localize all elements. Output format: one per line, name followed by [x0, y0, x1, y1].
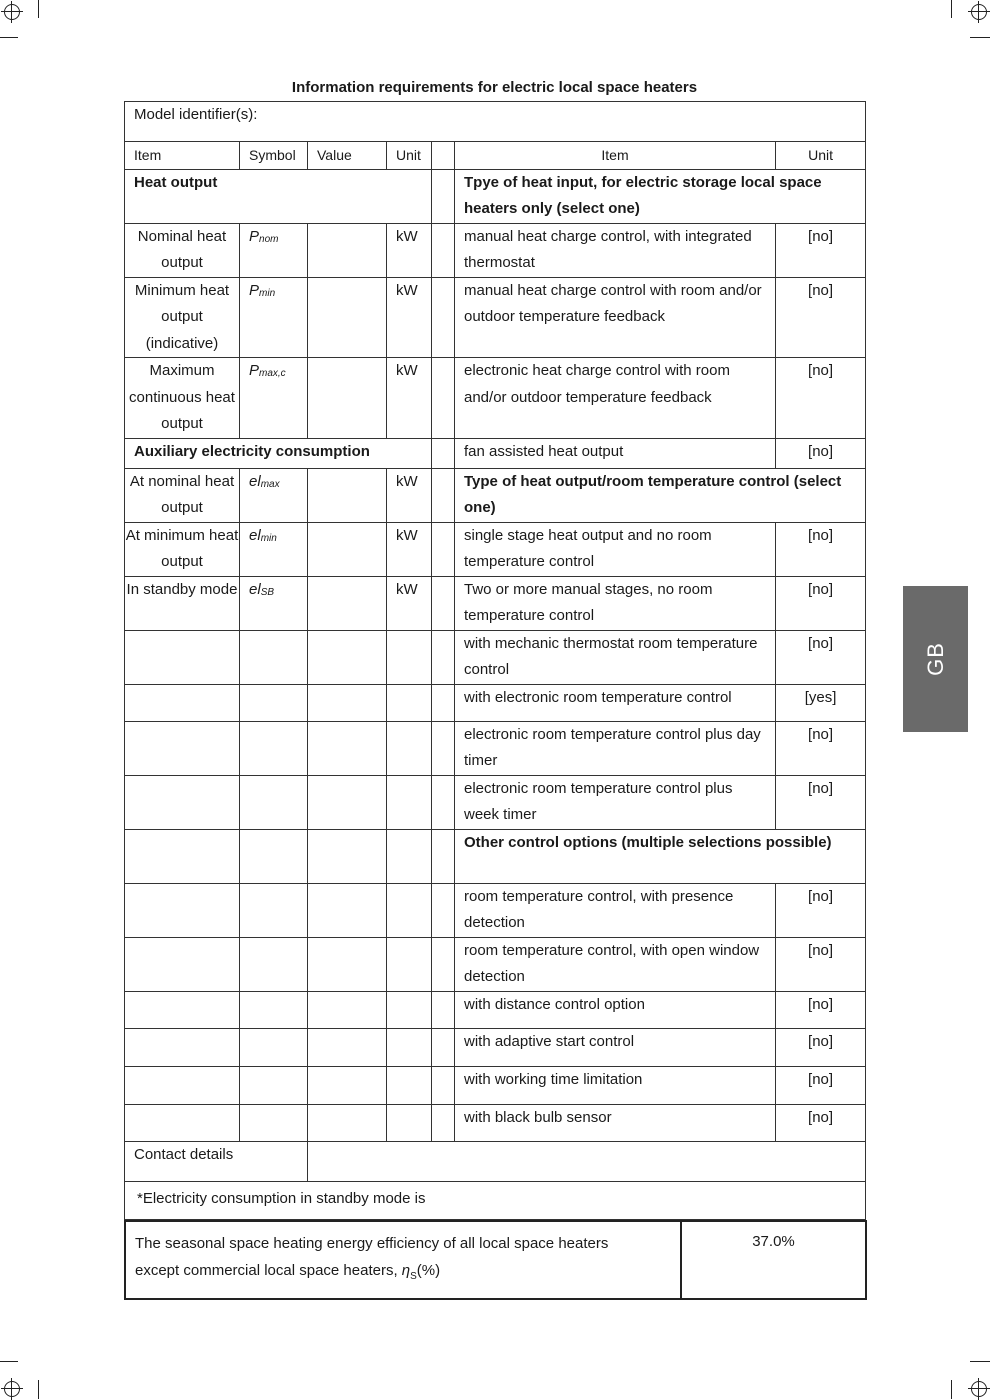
empty-cell — [387, 684, 432, 721]
black-bulb-label: with black bulb sensor — [455, 1104, 776, 1141]
manual-feedback-value: [no] — [776, 277, 866, 358]
table-row — [125, 721, 866, 775]
information-table — [124, 101, 866, 1220]
minimum-heat-output-label: Minimum heat output (indicative) — [125, 277, 240, 358]
empty-cell — [240, 721, 308, 775]
empty-cell — [240, 775, 308, 829]
manual-thermostat-value: [no] — [776, 223, 866, 277]
fan-assisted-label: fan assisted heat output — [455, 438, 776, 468]
contact-details-value — [308, 1141, 866, 1181]
mechanic-label: with mechanic thermostat room temperature control — [455, 630, 776, 684]
registration-mark-bottom-left — [4, 1381, 20, 1397]
registration-mark-top-right — [971, 4, 987, 20]
empty-cell — [308, 630, 387, 684]
empty-cell — [125, 721, 240, 775]
header-item: Item — [125, 142, 240, 170]
gap-cell — [432, 829, 455, 883]
empty-cell — [125, 937, 240, 991]
gap-cell — [432, 991, 455, 1028]
maximum-symbol: $P_{max,c}$ — [240, 358, 308, 439]
open-window-label: room temperature control, with open window detection — [455, 937, 776, 991]
header-unit: Unit — [387, 142, 432, 170]
distance-label: with distance control option — [455, 991, 776, 1028]
header-row — [125, 142, 866, 170]
gap-cell — [432, 358, 455, 439]
table-row — [125, 775, 866, 829]
empty-cell — [240, 829, 308, 883]
table-row — [125, 522, 866, 576]
electronic-feedback-value: [no] — [776, 358, 866, 439]
gap-cell — [432, 684, 455, 721]
working-time-label: with working time limitation — [455, 1066, 776, 1104]
gap-cell — [432, 438, 455, 468]
fan-assisted-value: [no] — [776, 438, 866, 468]
table-row — [125, 358, 866, 439]
empty-cell — [387, 991, 432, 1028]
electronic-room-value: [yes] — [776, 684, 866, 721]
at-nominal-unit: kW — [387, 468, 432, 522]
standby-note-row — [125, 1181, 866, 1219]
standby-label: In standby mode — [125, 576, 240, 630]
minimum-value — [308, 277, 387, 358]
presence-value: [no] — [776, 883, 866, 937]
empty-cell — [240, 1028, 308, 1066]
model-row — [125, 102, 866, 142]
empty-cell — [387, 630, 432, 684]
manual-thermostat-label: manual heat charge control, with integrated thermostat — [455, 223, 776, 277]
gap-cell — [432, 1066, 455, 1104]
mechanic-value: [no] — [776, 630, 866, 684]
standby-symbol: $el_{SB}$ — [240, 576, 308, 630]
empty-cell — [308, 1066, 387, 1104]
table-row — [125, 829, 866, 883]
empty-cell — [125, 775, 240, 829]
empty-cell — [125, 991, 240, 1028]
table-row — [125, 684, 866, 721]
empty-cell — [308, 775, 387, 829]
table-row — [125, 630, 866, 684]
gap-cell — [432, 775, 455, 829]
empty-cell — [308, 1104, 387, 1141]
empty-cell — [387, 1028, 432, 1066]
two-manual-value: [no] — [776, 576, 866, 630]
table-row — [125, 277, 866, 358]
efficiency-label — [125, 1221, 681, 1299]
electronic-feedback-label: electronic heat charge control with room and/or outdoor temperature feedback — [455, 358, 776, 439]
eta-subscript: S — [410, 1271, 417, 1282]
at-nominal-symbol: $el_{max}$ — [240, 468, 308, 522]
efficiency-label-line1: The seasonal space heating energy efficiency of all local space heaters — [135, 1235, 609, 1252]
empty-cell — [240, 937, 308, 991]
empty-cell — [125, 829, 240, 883]
table-row — [125, 1066, 866, 1104]
header-item-right: Item — [455, 142, 776, 170]
empty-cell — [240, 630, 308, 684]
standby-unit: kW — [387, 576, 432, 630]
black-bulb-value: [no] — [776, 1104, 866, 1141]
language-tab — [903, 586, 968, 732]
maximum-heat-output-label: Maximum continuous heat output — [125, 358, 240, 439]
at-nominal-value — [308, 468, 387, 522]
standby-note: *Electricity consumption in standby mode is — [125, 1181, 866, 1219]
empty-cell — [125, 1066, 240, 1104]
empty-cell — [125, 630, 240, 684]
header-unit-right: Unit — [776, 142, 866, 170]
table-row — [125, 223, 866, 277]
empty-cell — [387, 829, 432, 883]
gap-cell — [432, 277, 455, 358]
empty-cell — [308, 684, 387, 721]
crop-mark — [38, 0, 39, 18]
nominal-value — [308, 223, 387, 277]
standby-value — [308, 576, 387, 630]
gap-cell — [432, 142, 455, 170]
nominal-heat-output-label: Nominal heat output — [125, 223, 240, 277]
registration-mark-bottom-right — [971, 1381, 987, 1397]
working-time-value: [no] — [776, 1066, 866, 1104]
gap-cell — [432, 883, 455, 937]
eta-symbol: η — [401, 1262, 411, 1279]
adaptive-value: [no] — [776, 1028, 866, 1066]
gap-cell — [432, 522, 455, 576]
table-row — [125, 576, 866, 630]
gap-cell — [432, 630, 455, 684]
empty-cell — [308, 1028, 387, 1066]
contact-row — [125, 1141, 866, 1181]
control-type-heading: Type of heat output/room temperature control (select one) — [455, 468, 866, 522]
nominal-symbol: $P_{nom}$ — [240, 223, 308, 277]
gap-cell — [432, 576, 455, 630]
empty-cell — [308, 991, 387, 1028]
crop-mark — [0, 37, 18, 38]
empty-cell — [125, 684, 240, 721]
header-symbol: Symbol — [240, 142, 308, 170]
maximum-unit: kW — [387, 358, 432, 439]
empty-cell — [308, 829, 387, 883]
gap-cell — [432, 1104, 455, 1141]
heat-output-heading: Heat output — [125, 169, 432, 223]
empty-cell — [240, 883, 308, 937]
at-minimum-value — [308, 522, 387, 576]
open-window-value: [no] — [776, 937, 866, 991]
empty-cell — [308, 883, 387, 937]
crop-mark — [951, 1380, 952, 1399]
maximum-value — [308, 358, 387, 439]
empty-cell — [240, 1104, 308, 1141]
efficiency-table — [124, 1220, 867, 1300]
day-timer-value: [no] — [776, 721, 866, 775]
efficiency-label-line2: except commercial local space heaters, — [135, 1262, 402, 1279]
heat-input-heading: Tpye of heat input, for electric storage local space heaters only (select one) — [455, 169, 866, 223]
gap-cell — [432, 721, 455, 775]
contact-details-label: Contact details — [125, 1141, 308, 1181]
manual-feedback-label: manual heat charge control with room and/or outdoor temperature feedback — [455, 277, 776, 358]
week-timer-label: electronic room temperature control plus week timer — [455, 775, 776, 829]
gap-cell — [432, 468, 455, 522]
empty-cell — [240, 684, 308, 721]
empty-cell — [308, 937, 387, 991]
week-timer-value: [no] — [776, 775, 866, 829]
crop-mark — [0, 1361, 18, 1362]
table-row — [125, 991, 866, 1028]
crop-mark — [970, 1361, 990, 1362]
empty-cell — [125, 883, 240, 937]
electronic-room-label: with electronic room temperature control — [455, 684, 776, 721]
at-minimum-symbol: $el_{min}$ — [240, 522, 308, 576]
empty-cell — [125, 1104, 240, 1141]
presence-label: room temperature control, with presence detection — [455, 883, 776, 937]
at-minimum-unit: kW — [387, 522, 432, 576]
single-stage-value: [no] — [776, 522, 866, 576]
gap-cell — [432, 223, 455, 277]
empty-cell — [240, 1066, 308, 1104]
empty-cell — [387, 1066, 432, 1104]
minimum-symbol: $P_{min}$ — [240, 277, 308, 358]
language-tab-label: GB — [922, 642, 948, 676]
empty-cell — [387, 883, 432, 937]
table-row — [125, 937, 866, 991]
table-row — [125, 468, 866, 522]
empty-cell — [387, 937, 432, 991]
efficiency-value: 37.0% — [681, 1221, 866, 1299]
table-row — [125, 169, 866, 223]
table-row — [125, 438, 866, 468]
empty-cell — [125, 1028, 240, 1066]
empty-cell — [387, 775, 432, 829]
gap-cell — [432, 169, 455, 223]
auxiliary-heading: Auxiliary electricity consumption — [125, 438, 432, 468]
crop-mark — [970, 37, 990, 38]
other-options-heading: Other control options (multiple selections possible) — [455, 829, 866, 883]
crop-mark — [951, 0, 952, 18]
at-nominal-label: At nominal heat output — [125, 468, 240, 522]
empty-cell — [387, 1104, 432, 1141]
two-manual-label: Two or more manual stages, no room temperature control — [455, 576, 776, 630]
efficiency-unit: (%) — [416, 1262, 441, 1279]
table-row — [125, 1104, 866, 1141]
empty-cell — [387, 721, 432, 775]
empty-cell — [240, 991, 308, 1028]
efficiency-row — [125, 1221, 866, 1299]
model-identifier-label: Model identifier(s): — [125, 102, 866, 142]
minimum-unit: kW — [387, 277, 432, 358]
gap-cell — [432, 937, 455, 991]
nominal-unit: kW — [387, 223, 432, 277]
registration-mark-top-left — [4, 4, 20, 20]
single-stage-label: single stage heat output and no room temperature control — [455, 522, 776, 576]
empty-cell — [308, 721, 387, 775]
at-minimum-label: At minimum heat output — [125, 522, 240, 576]
table-row — [125, 1028, 866, 1066]
day-timer-label: electronic room temperature control plus day timer — [455, 721, 776, 775]
page-title: Information requirements for electric local space heaters — [291, 79, 698, 96]
table-row — [125, 883, 866, 937]
header-value: Value — [308, 142, 387, 170]
crop-mark — [38, 1380, 39, 1399]
adaptive-label: with adaptive start control — [455, 1028, 776, 1066]
distance-value: [no] — [776, 991, 866, 1028]
gap-cell — [432, 1028, 455, 1066]
